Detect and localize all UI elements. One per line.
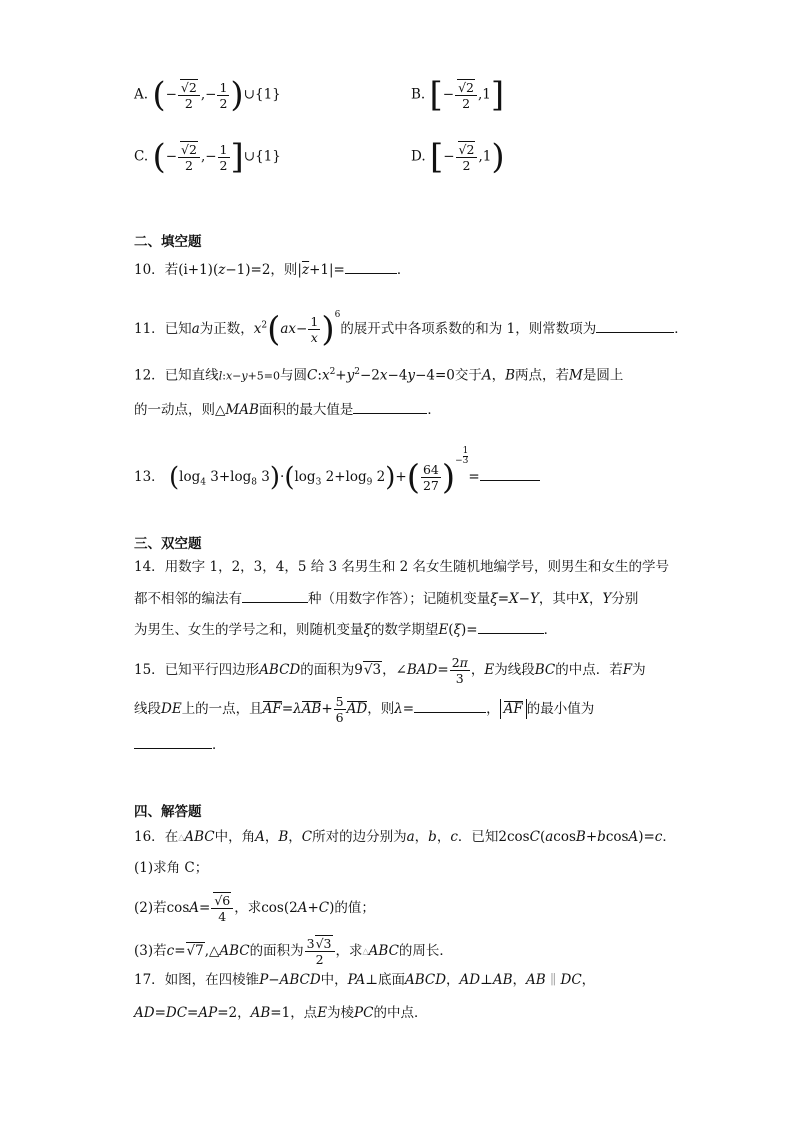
q14-line2-mid: 种（用数字作答）；记随机变量 bbox=[308, 591, 491, 607]
q17-text-mid2: 底面 bbox=[377, 972, 405, 988]
option-a-label: A. bbox=[134, 86, 149, 103]
q14-number: 14． bbox=[134, 559, 165, 575]
question-13: 13． ($\log_4$ $3+\log_8$ $3)\cdot(\log_3$ $2+\log_9$ 2)+( $\frac{64}{27}$ )− $\frac{1}{3}$ = bbox=[134, 447, 540, 495]
q12-line2-mid: 面积的最大值是 bbox=[258, 402, 354, 418]
question-15-line2: 线段DE上的一点，且AF=λAB+ $\frac{5}{6}$ AD，则λ= ， AF 的最小值为 bbox=[134, 694, 595, 725]
q17-text-mid5: ， bbox=[581, 972, 596, 988]
q15-line2-mid: 上的一点，且 bbox=[181, 701, 263, 717]
q17-text-mid3: ， bbox=[446, 972, 460, 988]
q15-text-mid1: 的面积为 bbox=[300, 662, 355, 678]
q17-line2-post: 的中点． bbox=[373, 1005, 428, 1021]
option-a: A. (− $\frac{√2}{2}$ ,− $\frac{1}{2}$ )∪{1} bbox=[134, 75, 281, 115]
option-c-tail: ∪{1} bbox=[243, 148, 281, 165]
q16-part2-post: 的值； bbox=[334, 900, 375, 916]
option-c-label: C. bbox=[134, 148, 149, 165]
q16-part3-post: 的周长． bbox=[398, 943, 453, 959]
option-d: D. [− $\frac{√2}{2}$ ,1) bbox=[411, 137, 505, 177]
q12-text-mid3: ， bbox=[491, 367, 506, 384]
q15-text-post: ． bbox=[212, 737, 226, 753]
q12-line2-pre: 的一动点，则 bbox=[134, 402, 215, 418]
question-14-line2: 都不相邻的编法有 种（用数字作答）；记随机变量ξ=X−Y，其中X，Y分别 bbox=[134, 588, 638, 609]
question-11: 11．已知a为正数，$x^2(ax-$ $\frac{1}{x}$ )$^6$的展开式中各项系数的和为 1，则常数项为 ． bbox=[134, 309, 688, 350]
q15-text-mid5: 的中点．若 bbox=[555, 662, 623, 678]
q12-text-mid5: 是圆上 bbox=[582, 367, 624, 384]
question-14-line1 bbox=[134, 557, 669, 577]
question-17-line2: AD=DC=AP=2，AB=1，点E为棱PC的中点． bbox=[134, 1005, 428, 1021]
q14-line3-mid: 的数学期望 bbox=[370, 622, 439, 638]
q12-number: 12． bbox=[134, 367, 165, 384]
q15-text-mid2: ， bbox=[382, 662, 396, 678]
option-c: C. (− $\frac{√2}{2}$ ,− $\frac{1}{2}$ ]∪{1} bbox=[134, 137, 281, 177]
q15-line2-mid2: ，则 bbox=[367, 701, 395, 717]
section-fill-heading: 二、填空题 bbox=[134, 234, 202, 250]
question-12-line2: 的一动点，则△MAB面积的最大值是 ． bbox=[134, 399, 441, 420]
q12-blank[interactable] bbox=[353, 399, 427, 414]
question-16-part1: (1)求角 C； bbox=[134, 860, 209, 876]
q12-text-post: ． bbox=[427, 402, 441, 418]
q15-text-pre: 已知平行四边形 bbox=[164, 662, 260, 678]
q14-text-post: ． bbox=[543, 622, 558, 638]
q17-line2-sep: ， bbox=[237, 1005, 251, 1021]
q13-number: 13． bbox=[134, 469, 165, 485]
q15-number: 15． bbox=[134, 662, 165, 678]
q11-text-mid2: 的展开式中各项系数的和为 1，则常数项为 bbox=[340, 321, 597, 337]
q15-text-mid6: 为 bbox=[632, 662, 646, 678]
option-b-label: B. bbox=[411, 86, 426, 103]
q16-part2-mid: ，求 bbox=[234, 900, 262, 916]
q12-text-mid2: 交于 bbox=[454, 367, 482, 384]
section-double-heading: 三、双空题 bbox=[134, 536, 202, 552]
q14-line2-mid2: ，其中 bbox=[538, 591, 580, 607]
q10-number: 10． bbox=[134, 262, 165, 278]
q11-blank[interactable] bbox=[596, 318, 674, 333]
q14-line2-pre: 都不相邻的编法有 bbox=[134, 591, 242, 607]
q12-text-mid1: 与圆 bbox=[280, 367, 308, 384]
q17-text-mid1: 中， bbox=[320, 972, 348, 988]
q16-part2-pre: (2)若 bbox=[134, 900, 167, 916]
question-12-line1: 12．已知直线l:x−y+5=0与圆$C:x^2+y^2-2x-4y-4=0$交于A，B两点，若M是圆上 bbox=[134, 367, 624, 384]
q15-text-mid3: ， bbox=[470, 662, 485, 678]
q17-line2-mid2: 为棱 bbox=[327, 1005, 355, 1021]
q16-text-pre: 在 bbox=[164, 829, 179, 845]
q17-text-mid4: ， bbox=[512, 972, 526, 988]
option-a-tail: ∪{1} bbox=[243, 86, 281, 103]
q16-text-mid2: 所对的边分别为 bbox=[312, 829, 407, 845]
q16-text-mid1: 中，角 bbox=[214, 829, 256, 845]
q14-blank-2[interactable] bbox=[478, 619, 544, 634]
q15-line2-pre: 线段 bbox=[134, 701, 161, 717]
q17-number: 17． bbox=[134, 972, 165, 988]
question-14-line3: 为男生、女生的学号之和，则随机变量ξ的数学期望E(ξ)= ． bbox=[134, 619, 557, 640]
q14-line1-text: 用数字 1，2，3，4，5 给 3 名男生和 2 名女生随机地编学号，则男生和女生的学号 bbox=[164, 559, 670, 575]
question-17-line1: 17．如图，在四棱锥P−ABCD中，PA⊥底面ABCD，AD⊥AB，AB ∥ DC， bbox=[134, 972, 596, 988]
q17-line2-mid: ，点 bbox=[290, 1005, 318, 1021]
q12-text-mid4: 两点，若 bbox=[515, 367, 570, 384]
q16-text-mid3: ．已知 bbox=[457, 829, 499, 845]
q14-blank-1[interactable] bbox=[242, 588, 308, 603]
q15-blank-2[interactable] bbox=[134, 734, 212, 749]
q16-number: 16． bbox=[134, 829, 165, 845]
question-15-line1: 15．已知平行四边形ABCD的面积为9√3，∠BAD= $\frac{2\pi}{3}$ ，E为线段BC的中点．若F为 bbox=[134, 655, 646, 686]
q15-line2-sep: ， bbox=[486, 701, 500, 717]
q11-number: 11． bbox=[134, 321, 165, 337]
q16-text-post: ． bbox=[662, 829, 676, 845]
q15-blank-1[interactable] bbox=[414, 698, 486, 713]
q10-blank[interactable] bbox=[345, 259, 397, 274]
q11-text-pre: 已知 bbox=[164, 321, 192, 337]
option-d-label: D. bbox=[411, 148, 426, 165]
question-16-part2: (2)若cosA= $\frac{√6}{4}$ ，求cos(2A+C)的值； bbox=[134, 893, 375, 924]
q14-line3-pre: 为男生、女生的学号之和，则随机变量 bbox=[134, 622, 364, 638]
q11-text-mid1: 为正数， bbox=[199, 321, 254, 337]
q16-part3-mid: 的面积为 bbox=[249, 943, 304, 959]
q14-line2-post: 分别 bbox=[611, 591, 639, 607]
q10-text-post: ． bbox=[396, 262, 411, 278]
q15-line2-post: 的最小值为 bbox=[526, 701, 595, 717]
question-16-part3: (3)若c=√7,△ABC的面积为 $\frac{3√3}{2}$ ，求△ABC的周长． bbox=[134, 936, 453, 967]
q13-blank[interactable] bbox=[480, 466, 540, 481]
q10-text-pre: 若 bbox=[164, 262, 179, 278]
question-16: 16．在△ABC中，角A，B，C所对的边分别为a，b，c．已知2cosC(acosB+bcosA)=c． bbox=[134, 829, 676, 845]
section-answer-heading: 四、解答题 bbox=[134, 804, 202, 820]
question-15-line3 bbox=[134, 734, 226, 755]
q11-text-post: ． bbox=[674, 321, 688, 337]
q16-part3-pre: (3)若 bbox=[134, 943, 167, 959]
question-10: 10．若(i+1)(z−1)=2，则$|\overline{z}+1|=$ ． bbox=[134, 259, 410, 280]
option-b: B. [− $\frac{√2}{2}$ ,1] bbox=[411, 75, 505, 115]
q15-text-mid4: 为线段 bbox=[494, 662, 535, 678]
q12-text-pre: 已知直线 bbox=[164, 367, 219, 384]
q17-text-pre: 如图，在四棱锥 bbox=[164, 972, 260, 988]
q10-text-mid: ，则 bbox=[270, 262, 298, 278]
q16-part3-mid2: ，求 bbox=[335, 943, 363, 959]
